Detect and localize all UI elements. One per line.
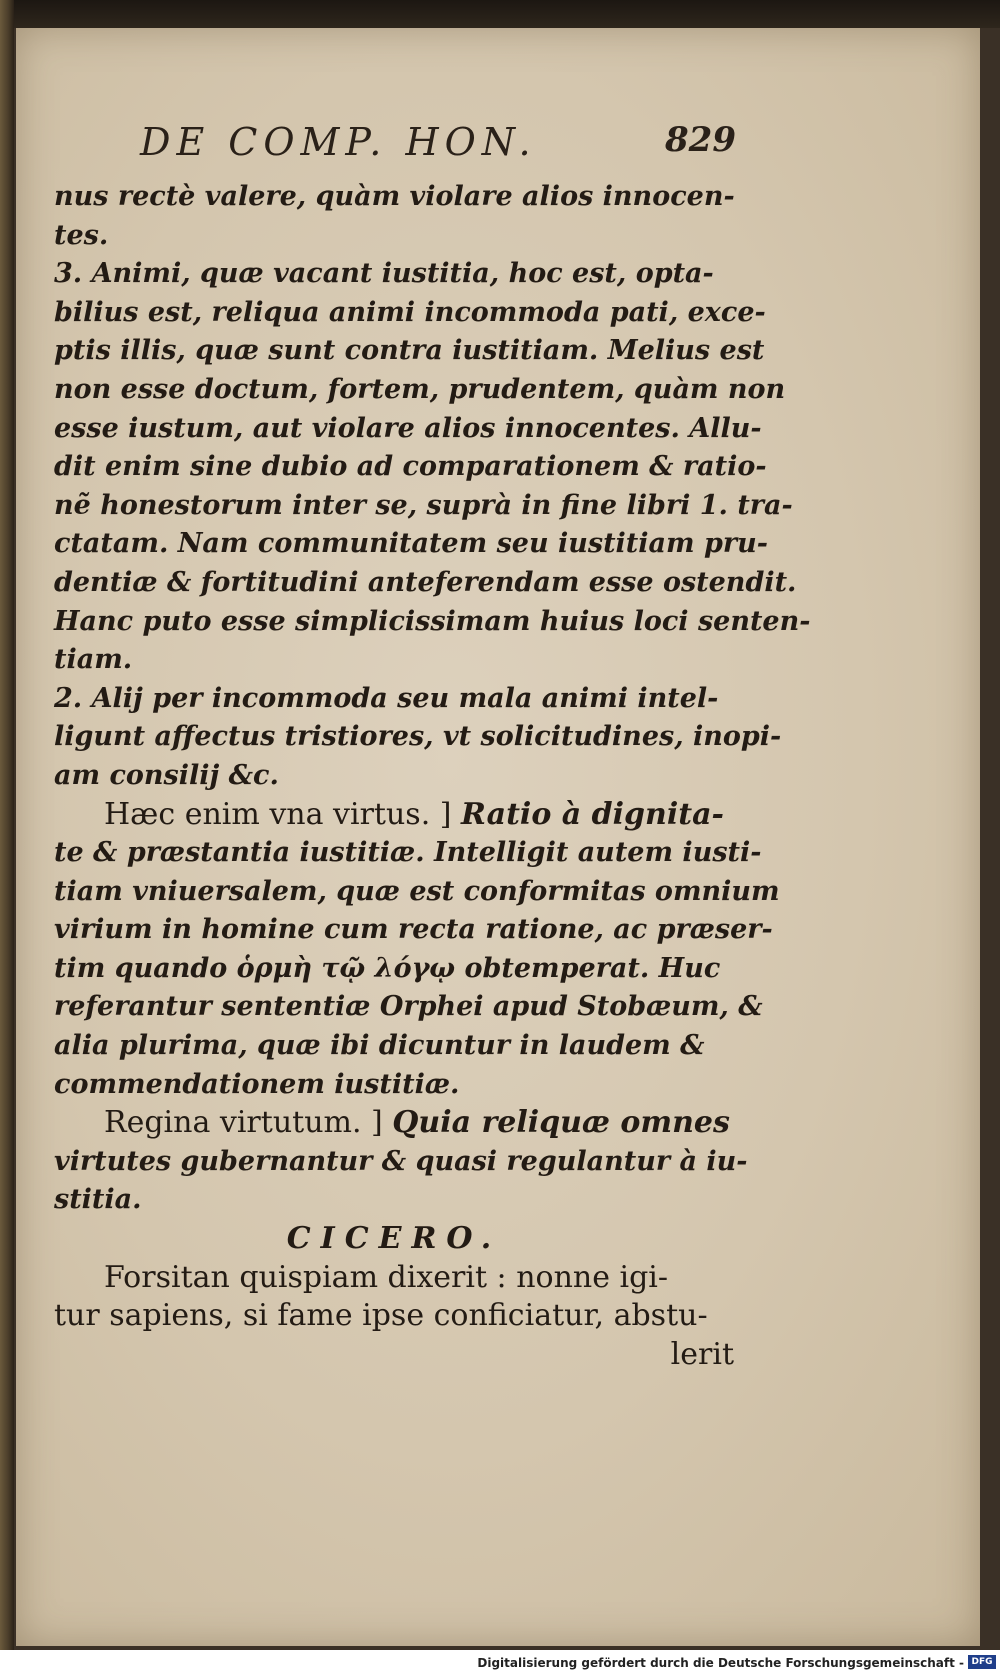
text-line: nẽ honestorum inter se, suprà in fine libri 1. tra- [54,489,793,521]
digitization-credit: Digitalisierung gefördert durch die Deutsche Forschungsgemeinschaft - [477,1656,964,1670]
lemma-text: Hæc enim vna virtus. ] [104,796,462,832]
text-line: am consilij &c. [54,759,279,791]
text-line: dit enim sine dubio ad comparationem & ratio- [54,451,767,483]
text-line: ctatam. Nam communitatem seu iustitiam pru- [54,528,768,560]
text-line: esse iustum, aut violare alios innocentes. Allu- [54,412,762,444]
text-line [54,796,734,835]
text-line: ligunt affectus tristiores, vt solicitudines, inopi- [54,721,782,753]
text-line: commendationem iustitiæ. [54,1068,460,1100]
text-line: dentiæ & fortitudini anteferendam esse ostendit. [54,566,797,598]
text-line: stitia. [54,1184,142,1216]
text-line: bilius est, reliqua animi incommoda pati, exce- [54,296,766,328]
catchword: lerit [670,1336,734,1372]
text-line: alia plurima, quæ ibi dicuntur in laudem & [54,1030,705,1062]
text-line [54,1104,734,1143]
dfg-logo-icon: DFG [968,1655,996,1669]
text-line: tiam vniuersalem, quæ est conformitas omnium [54,875,780,907]
running-head: DE COMP. HON. [140,120,537,164]
text-line: ptis illis, quæ sunt contra iustitiam. Melius est [54,335,765,367]
text-line: tur sapiens, si fame ipse conficiatur, abstu- [54,1298,708,1334]
text-line: referantur sententiæ Orphei apud Stobæum, & [54,991,763,1023]
book-edge-top [0,0,1000,28]
text-line: tes. [54,219,109,251]
section-heading: CICERO. [286,1221,502,1257]
page-number: 829 [665,120,736,160]
text-line: tiam. [54,644,133,676]
book-edge-left [0,0,14,1650]
text-line: nus rectè valere, quàm violare alios innocen- [54,181,735,212]
commentary-text: Ratio à dignita- [461,796,724,832]
text-line: 3. Animi, quæ vacant iustitia, hoc est, opta- [54,258,714,290]
text-line: virtutes gubernantur & quasi regulantur à iu- [54,1145,748,1177]
commentary-text: Quia reliquæ omnes [392,1105,730,1141]
text-line: non esse doctum, fortem, prudentem, quàm non [54,373,786,405]
text-line: Forsitan quispiam dixerit : nonne igi- [104,1259,669,1295]
text-line: tim quando ὁρμὴ τῷ λόγῳ obtemperat. Huc [54,952,721,984]
text-line: virium in homine cum recta ratione, ac præser- [54,914,773,946]
lemma-text: Regina virtutum. ] [104,1105,393,1141]
footer-bar [0,1652,1000,1673]
page-body-text [54,178,811,1374]
text-line: te & præstantia iustitiæ. Intelligit autem iusti- [54,837,762,869]
text-line: Hanc puto esse simplicissimam huius loci senten- [54,605,811,637]
text-line: 2. Alij per incommoda seu mala animi intel- [54,682,719,714]
